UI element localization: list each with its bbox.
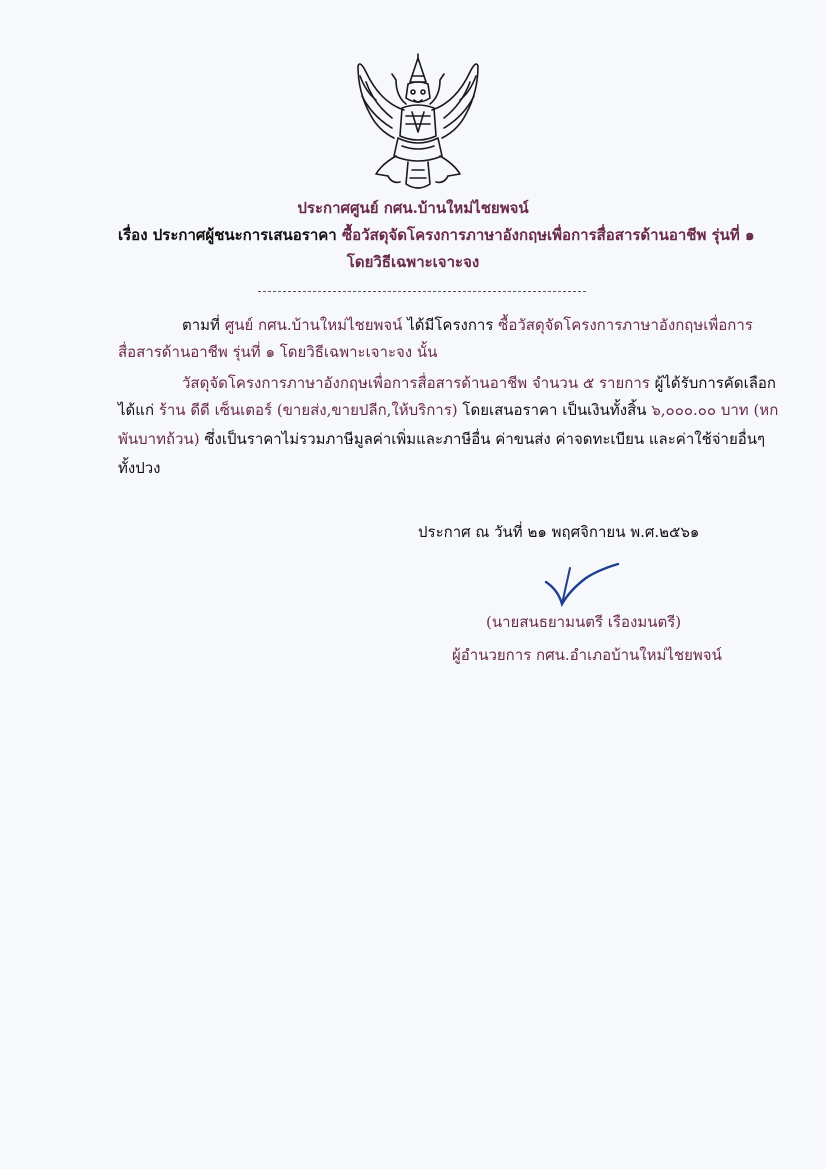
body-paragraph-2-line-4: ทั้งปวง: [118, 459, 161, 477]
body-paragraph-1-line-2: สื่อสารด้านอาชีพ รุ่นที่ ๑ โดยวิธีเฉพาะเจาะจง นั้น: [118, 343, 438, 361]
body-paragraph-2-line-2: ได้แก่ ร้าน ดีดี เซ็นเตอร์ (ขายส่ง,ขายปลีก,ให้บริการ) โดยเสนอราคา เป็นเงินทั้งสิ้น ๖,๐๐๐.๐๐ บาท (หก: [118, 401, 779, 419]
subject-item: ซื้อวัสดุจัดโครงการภาษาอังกฤษเพื่อการสื่อสารด้านอาชีพ รุ่นที่ ๑: [341, 226, 755, 244]
signatory-name: (นายสนธยามนตรี เรืองมนตรี): [486, 613, 682, 631]
signatory-position: ผู้อำนวยการ กศน.อำเภอบ้านใหม่ไชยพจน์: [452, 646, 722, 664]
body-paragraph-2-line-1: วัสดุจัดโครงการภาษาอังกฤษเพื่อการสื่อสารด้านอาชีพ จำนวน ๕ รายการ ผู้ได้รับการคัดเลือก: [182, 374, 776, 392]
subject-method: โดยวิธีเฉพาะเจาะจง: [346, 253, 480, 271]
body-paragraph-1-line-1: ตามที่ ศูนย์ กศน.บ้านใหม่ไชยพจน์ ได้มีโครงการ ซื้อวัสดุจัดโครงการภาษาอังกฤษเพื่อการ: [182, 316, 753, 334]
separator-line: [258, 291, 586, 292]
subject-line: [118, 225, 755, 245]
announcement-date: ประกาศ ณ วันที่ ๒๑ พฤศจิกายน พ.ศ.๒๕๖๑: [418, 523, 700, 541]
subject-prefix: เรื่อง ประกาศผู้ชนะการเสนอราคา: [118, 226, 337, 244]
announcement-title: ประกาศศูนย์ กศน.บ้านใหม่ไชยพจน์: [297, 199, 529, 217]
garuda-emblem: [352, 52, 484, 194]
signature: [540, 560, 624, 610]
body-paragraph-2-line-3: พันบาทถ้วน) ซึ่งเป็นราคาไม่รวมภาษีมูลค่าเพิ่มและภาษีอื่น ค่าขนส่ง ค่าจดทะเบียน และค่าใช้จ่ายอื่นๆ: [118, 430, 766, 448]
